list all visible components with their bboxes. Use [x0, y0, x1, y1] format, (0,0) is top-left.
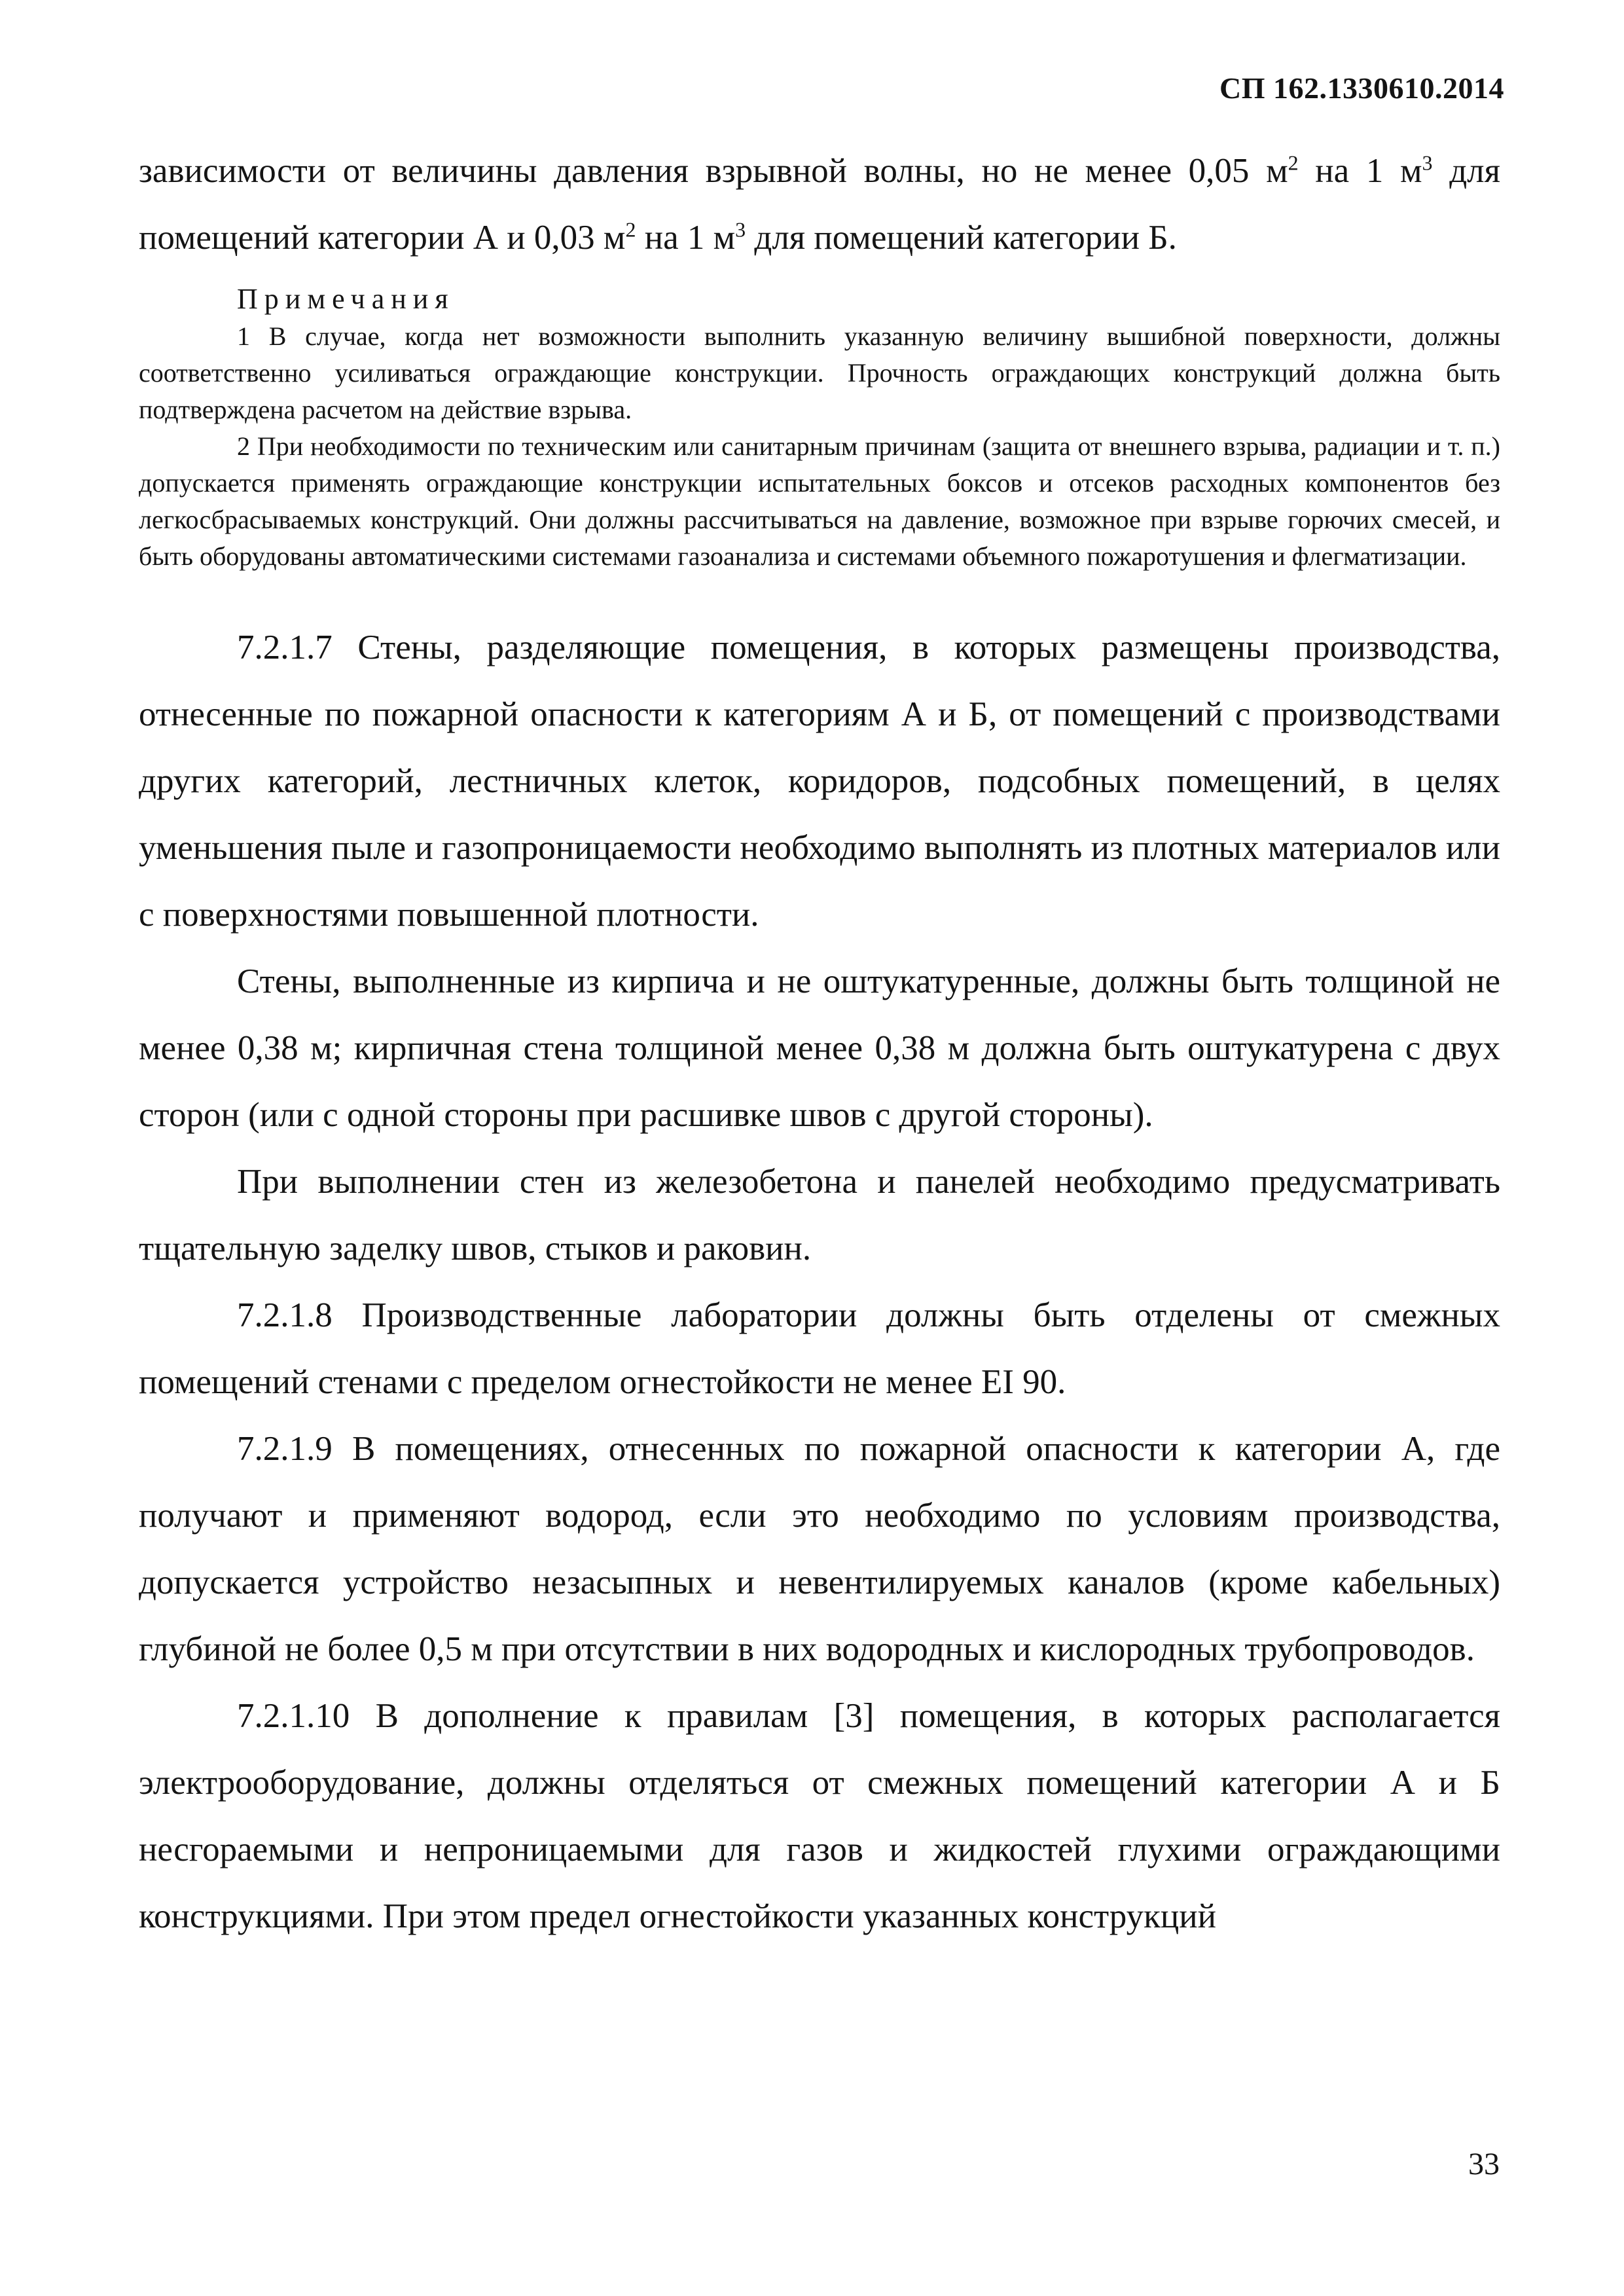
paragraph-7-2-1-9: 7.2.1.9 В помещениях, отнесенных по пожарной опасности к категории А, где получают и применяют водород, если это необходимо по условиям производства, допускается устройство незасыпных и невентилируемых каналов (кроме кабельных) глубиной не более 0,5 м при отсутствии в них водородных и кислородных трубопроводов.	[139, 1430, 1500, 1668]
note-item: 2 При необходимости по техническим или санитарным причинам (защита от внешнего взрыва, радиации и т. п.) допускается применять ограждающие конструкции испытательных боксов и отсеков расходных компонентов без легкосбрасываемых конструкций. Они должны рассчитываться на давление, возможное при взрыве горючих смесей, и быть оборудованы автоматическими системами газоанализа и системами объемного пожаротушения и флегматизации.	[139, 431, 1500, 571]
paragraph-brick-walls: Стены, выполненные из кирпича и не оштукатуренные, должны быть толщиной не менее 0,38 м; кирпичная стена толщиной менее 0,38 м должна быть оштукатурена с двух сторон (или с одной стороны при расшивке швов с другой стороны).	[139, 962, 1500, 1134]
intro-paragraph: зависимости от величины давления взрывной волны, но не менее 0,05 $м^2$ на 1 $м^3$ для помещений категории А и 0,03 $м^2$ на 1 $м^3$ для помещений категории Б.	[139, 151, 1500, 257]
document-code: СП 162.1330610.2014	[1219, 71, 1504, 105]
note-item: 1 В случае, когда нет возможности выполнить указанную величину вышибной поверхности, должны соответственно усиливаться ограждающие конструкции. Прочность ограждающих конструкций должна быть подтверждена расчетом на действие взрыва.	[139, 321, 1500, 424]
notes-block	[139, 280, 1500, 575]
page-content	[139, 137, 1500, 1950]
page-number: 33	[1468, 2147, 1500, 2181]
paragraph-7-2-1-8: 7.2.1.8 Производственные лаборатории должны быть отделены от смежных помещений стенами с пределом огнестойкости не менее EI 90.	[139, 1296, 1500, 1401]
notes-title: Примечания	[237, 283, 455, 315]
paragraph-concrete-walls: При выполнении стен из железобетона и панелей необходимо предусматривать тщательную заделку швов, стыков и раковин.	[139, 1163, 1500, 1267]
paragraph-7-2-1-10: 7.2.1.10 В дополнение к правилам [3] помещения, в которых располагается электрооборудование, должны отделяться от смежных помещений категории А и Б несгораемыми и непроницаемыми для газов и жидкостей глухими ограждающими конструкциями. При этом предел огнестойкости указанных конструкций	[139, 1697, 1500, 1935]
paragraph-7-2-1-7: 7.2.1.7 Стены, разделяющие помещения, в которых размещены производства, отнесенные по пожарной опасности к категориям А и Б, от помещений с производствами других категорий, лестничных клеток, коридоров, подсобных помещений, в целях уменьшения пыле и газопроницаемости необходимо выполнять из плотных материалов или с поверхностями повышенной плотности.	[139, 629, 1500, 934]
